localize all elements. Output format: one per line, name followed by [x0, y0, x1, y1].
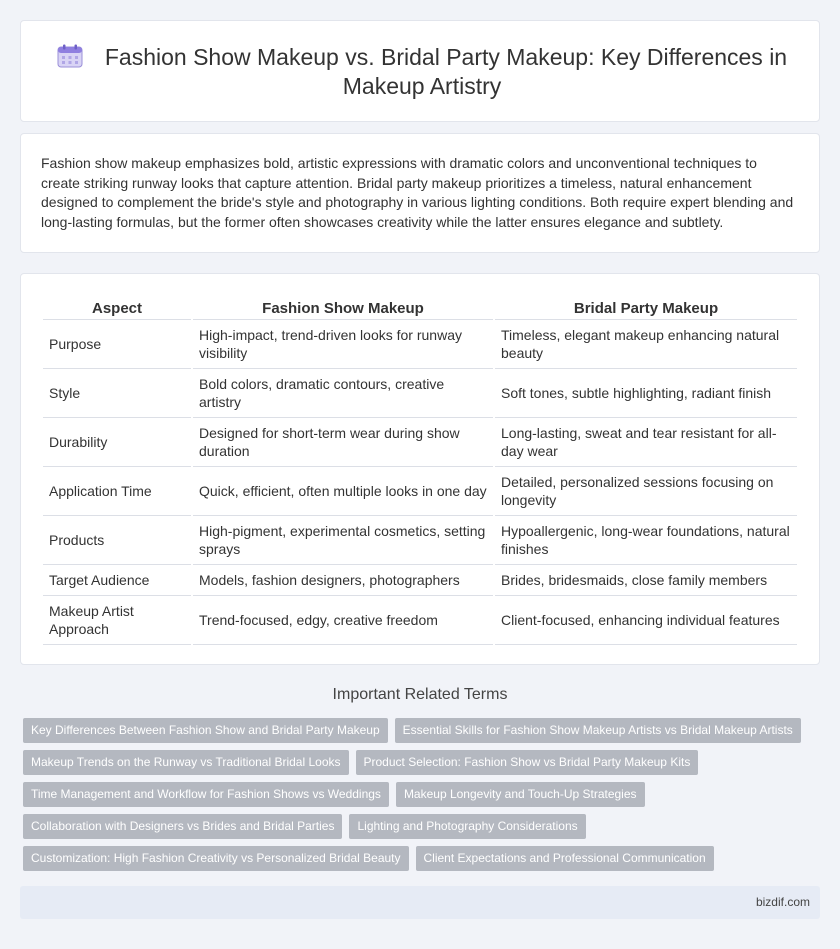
cell-fashion: Models, fashion designers, photographers [193, 565, 493, 596]
table-row [43, 369, 797, 418]
cell-bridal: Brides, bridesmaids, close family members [495, 565, 797, 596]
header-bridal-party: Bridal Party Makeup [495, 294, 797, 320]
cell-bridal: Timeless, elegant makeup enhancing natural beauty [495, 320, 797, 369]
comparison-table [41, 294, 799, 645]
cell-aspect: Style [43, 369, 191, 418]
related-term-tag[interactable]: Time Management and Workflow for Fashion Shows vs Weddings [23, 782, 389, 807]
header-fashion-show: Fashion Show Makeup [193, 294, 493, 320]
table-row [43, 467, 797, 516]
cell-aspect: Purpose [43, 320, 191, 369]
tag-row [23, 814, 823, 846]
page-title-wrap [45, 43, 799, 101]
related-term-tag[interactable]: Lighting and Photography Considerations [349, 814, 585, 839]
comparison-card [20, 273, 820, 665]
calendar-icon [57, 44, 83, 68]
cell-aspect: Durability [43, 418, 191, 467]
tag-row [23, 750, 823, 782]
cell-fashion: Bold colors, dramatic contours, creative artistry [193, 369, 493, 418]
cell-aspect: Products [43, 516, 191, 565]
related-term-tag[interactable]: Makeup Longevity and Touch-Up Strategies [396, 782, 645, 807]
related-term-tag[interactable]: Essential Skills for Fashion Show Makeup Artists vs Bridal Makeup Artists [395, 718, 801, 743]
tag-row [23, 718, 823, 750]
page-title: Fashion Show Makeup vs. Bridal Party Makeup: Key Differences in Makeup Artistry [104, 44, 788, 99]
title-card [20, 20, 820, 122]
intro-paragraph: Fashion show makeup emphasizes bold, artistic expressions with dramatic colors and unconventional techniques to create striking runway looks that capture attention. Bridal party makeup prioritizes a timeless, natural enhancement designed to complement the bride's style and photography in various lighting conditions. Both require expert blending and long-lasting formulas, but the former often showcases creativity while the latter ensures elegance and subtlety. [41, 155, 794, 230]
cell-fashion: Quick, efficient, often multiple looks in one day [193, 467, 493, 516]
cell-fashion: High-pigment, experimental cosmetics, setting sprays [193, 516, 493, 565]
related-terms-heading: Important Related Terms [332, 686, 508, 703]
table-row [43, 565, 797, 596]
related-term-tag[interactable]: Customization: High Fashion Creativity vs Personalized Bridal Beauty [23, 846, 409, 871]
intro-card [20, 133, 820, 253]
table-header-row [43, 294, 797, 320]
cell-aspect: Application Time [43, 467, 191, 516]
header-aspect: Aspect [43, 294, 191, 320]
cell-fashion: High-impact, trend-driven looks for runway visibility [193, 320, 493, 369]
related-term-tag[interactable]: Key Differences Between Fashion Show and Bridal Party Makeup [23, 718, 388, 743]
footer [20, 886, 820, 919]
table-row [43, 516, 797, 565]
cell-bridal: Hypoallergenic, long-wear foundations, natural finishes [495, 516, 797, 565]
related-term-tag[interactable]: Product Selection: Fashion Show vs Bridal Party Makeup Kits [356, 750, 699, 775]
related-term-tag[interactable]: Collaboration with Designers vs Brides and Bridal Parties [23, 814, 342, 839]
footer-site-link[interactable]: bizdif.com [755, 895, 810, 909]
table-row [43, 596, 797, 645]
cell-fashion: Designed for short-term wear during show duration [193, 418, 493, 467]
cell-bridal: Detailed, personalized sessions focusing on longevity [495, 467, 797, 516]
cell-aspect: Makeup Artist Approach [43, 596, 191, 645]
cell-bridal: Client-focused, enhancing individual features [495, 596, 797, 645]
cell-fashion: Trend-focused, edgy, creative freedom [193, 596, 493, 645]
cell-bridal: Long-lasting, sweat and tear resistant for all-day wear [495, 418, 797, 467]
related-terms-list [23, 718, 823, 878]
related-term-tag[interactable]: Makeup Trends on the Runway vs Traditional Bridal Looks [23, 750, 349, 775]
table-row [43, 320, 797, 369]
table-row [43, 418, 797, 467]
cell-bridal: Soft tones, subtle highlighting, radiant finish [495, 369, 797, 418]
tag-row [23, 846, 823, 878]
tag-row [23, 782, 823, 814]
related-term-tag[interactable]: Client Expectations and Professional Communication [416, 846, 714, 871]
cell-aspect: Target Audience [43, 565, 191, 596]
